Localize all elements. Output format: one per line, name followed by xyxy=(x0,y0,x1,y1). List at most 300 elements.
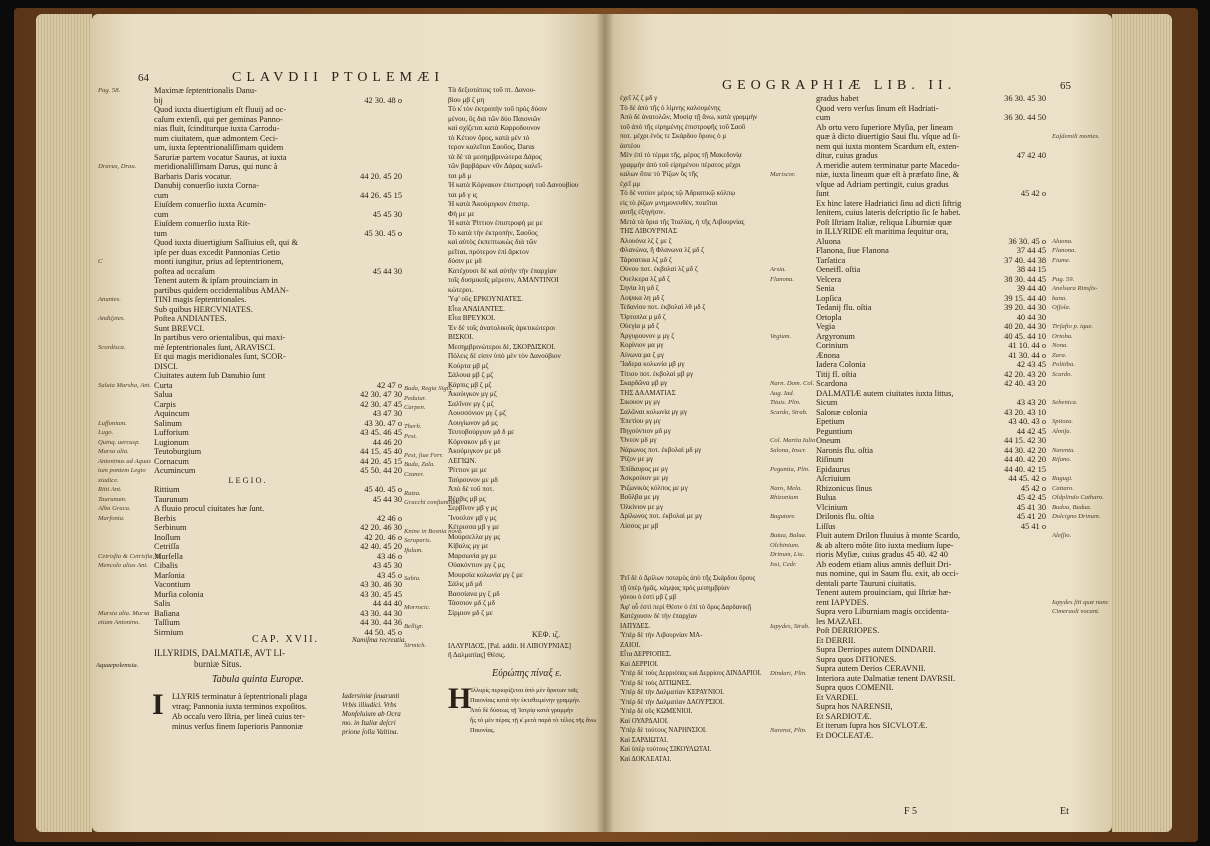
text-line xyxy=(620,284,770,294)
margin-note: Dolcigno Drinum. xyxy=(1052,513,1101,520)
margin-note xyxy=(770,294,814,304)
line-text: Oneum xyxy=(816,436,841,445)
line-text: TINI magis ſeptentrionales. xyxy=(154,295,247,304)
coordinates: 45 44 30 xyxy=(372,266,402,276)
text-line xyxy=(620,313,770,323)
line-text: κώτεροι. xyxy=(448,285,474,294)
line-text: Taſſium xyxy=(154,618,180,627)
text-line xyxy=(620,417,770,427)
coordinates xyxy=(986,579,1046,589)
line-text: nias fluit, ſcinditurque iuxta Carrodu- xyxy=(154,124,280,133)
margin-note xyxy=(98,181,150,191)
margin-note xyxy=(1052,142,1108,152)
line-text: um, iuxta ſeptentrionaliſſimam quidem xyxy=(154,143,284,152)
margin-note xyxy=(770,474,814,484)
text-line xyxy=(154,86,402,96)
margin-note xyxy=(98,248,150,258)
margin-note: Narensi, Plin. xyxy=(770,727,807,734)
text-line xyxy=(448,181,600,191)
coordinates xyxy=(986,674,1046,684)
text-line xyxy=(154,267,402,277)
line-text: Λουσσόνιον μγ ζ μζ xyxy=(448,409,506,417)
line-text: Σαλῖνον μγ ζ μζ xyxy=(448,399,494,408)
line-text: καὶ σχίζεται κατὰ Καρροδουνον xyxy=(448,124,541,132)
text-line xyxy=(448,286,600,296)
margin-note xyxy=(770,360,814,370)
text-line xyxy=(620,170,770,180)
margin-note: Butua, Bulua. xyxy=(770,532,807,539)
text-line xyxy=(448,276,600,286)
text-line xyxy=(816,332,1046,342)
coordinates: 45 42 o xyxy=(1020,483,1046,493)
coordinates: 42 30. 47 30 xyxy=(360,390,402,399)
margin-note xyxy=(98,305,150,315)
coordinates: 43 47 30 xyxy=(372,409,402,418)
greek-chapter-title xyxy=(448,642,600,660)
text-line xyxy=(816,588,1046,598)
line-text: Cetriſſa xyxy=(154,542,180,551)
coordinates: 44 15. 42 30 xyxy=(1004,436,1046,445)
margin-note xyxy=(1052,170,1108,180)
text-line xyxy=(620,370,770,380)
coordinates xyxy=(342,362,402,372)
greek-line: Ἰλλυρὶς περιορίζεται ἀπὸ μὲν ἄρκτων ταῖς xyxy=(470,687,578,694)
coordinates: 42 20. 43 20 xyxy=(1004,369,1046,379)
chapter-title xyxy=(154,648,402,670)
text-line xyxy=(620,493,770,503)
line-text: Supra hos NARENSII, xyxy=(816,702,893,711)
chapter-title-line: ILLYRIDIS, DALMATIÆ, AVT LI- xyxy=(154,648,286,658)
line-text: Rhizonicus ſinus xyxy=(816,483,873,493)
line-text: ται μδ μ xyxy=(448,171,472,180)
margin-note xyxy=(770,631,814,641)
text-line xyxy=(448,609,600,619)
coordinates xyxy=(342,238,402,248)
margin-note: Zara. xyxy=(1052,351,1067,359)
line-text: Οὐνου ποτ. ἐκβολαὶ λζ μδ ζ xyxy=(620,265,698,273)
line-text: Ῥίζον με μγ xyxy=(620,455,654,463)
line-text: les MAZAEI. xyxy=(816,616,863,626)
line-text: Κατέχουσι δὲ καὶ αὐτὴν τὴν ἐπαρχίαν xyxy=(448,266,557,275)
margin-note xyxy=(1052,522,1108,532)
text-line xyxy=(154,504,402,514)
line-text: Τὸ κ̓ τὸν ἐκτροπὴν τοῦ πρὸς δύσιν xyxy=(448,105,548,113)
text-line xyxy=(448,134,600,144)
text-line xyxy=(620,745,770,755)
coordinates xyxy=(342,476,402,486)
margin-note: Mencolo alias Ant. xyxy=(98,562,148,569)
coordinates: 43 40. 43 o xyxy=(1008,417,1046,426)
text-line xyxy=(448,514,600,524)
text-line xyxy=(620,332,770,342)
text-line xyxy=(154,238,402,248)
text-line xyxy=(816,275,1046,285)
line-text: Δρίλωνος ποτ. ἐκβολαὶ με μγ xyxy=(620,512,702,520)
margin-note xyxy=(770,180,814,190)
margin-note xyxy=(98,172,150,182)
coordinates xyxy=(986,170,1046,180)
coordinates: 44 40. 42 15 xyxy=(1004,464,1046,474)
margin-note: Czaner. xyxy=(404,470,424,478)
margin-note: Scordisca. xyxy=(98,343,126,351)
text-line xyxy=(816,341,1046,351)
text-line xyxy=(816,531,1046,541)
margin-note xyxy=(404,631,448,641)
coordinates: 43 30. 44 30 xyxy=(360,608,402,618)
margin-note xyxy=(98,324,150,334)
text-line xyxy=(154,609,402,619)
text-line xyxy=(620,408,770,418)
chapter-title-line: burniæ Situs. xyxy=(194,659,242,669)
coordinates: 43 30. 46 30 xyxy=(360,580,402,589)
line-text: ΖΑΙΟΙ. xyxy=(620,641,641,649)
text-line xyxy=(620,631,770,641)
margin-note: Buda, Regia Sigis. xyxy=(404,385,453,392)
margin-note xyxy=(98,153,150,163)
margin-note: Nona. xyxy=(1052,342,1068,349)
coordinates: 41 10. 44 o xyxy=(1008,341,1046,350)
coordinates xyxy=(986,712,1046,722)
text-line xyxy=(816,436,1046,446)
margin-note: Seruparis. xyxy=(404,537,432,544)
line-text: Ὄνεον μδ μγ xyxy=(620,436,657,444)
page-edges-right xyxy=(1112,14,1172,832)
text-line xyxy=(154,457,402,467)
margin-note: Spitoza. xyxy=(1052,418,1074,425)
coordinates xyxy=(986,104,1046,114)
line-text: Quod iuxta diuertigium Saſſiuius eſt, qui & xyxy=(154,238,298,247)
coordinates: 44 46 20 xyxy=(372,437,402,447)
line-text: Ῥεῖ δὲ ὁ Δρίλων ποταμὸς ἀπὸ τῆς Σκάρδου ὄρους xyxy=(620,575,756,582)
margin-note xyxy=(770,641,814,651)
coordinates xyxy=(986,664,1046,674)
drop-cap: I xyxy=(152,688,164,721)
text-line xyxy=(816,474,1046,484)
margin-note xyxy=(1052,379,1108,389)
margin-note: Pag. 58. xyxy=(98,87,121,94)
text-line xyxy=(816,360,1046,370)
coordinates: 42 47 o xyxy=(376,380,402,390)
text-line xyxy=(816,465,1046,475)
text-line xyxy=(620,446,770,456)
margin-note: Taurunum. xyxy=(98,495,127,503)
line-text: Καὶ ΣΑΡΔΙΩΤΑΙ. xyxy=(620,736,669,744)
margin-note: Riſano. xyxy=(1052,456,1072,463)
text-line xyxy=(816,256,1046,266)
margin-note xyxy=(98,229,150,239)
line-text: Salua xyxy=(154,390,173,399)
coordinates xyxy=(342,305,402,315)
line-text: Σαλῶναι κολωνία μγ μγ xyxy=(620,407,687,416)
line-text: Αἰνωνα μα ζ μγ xyxy=(620,350,664,359)
margin-note xyxy=(1052,161,1108,171)
line-text: cum xyxy=(816,113,831,122)
text-line xyxy=(816,541,1046,551)
text-line xyxy=(154,466,402,476)
margin-note xyxy=(770,161,814,171)
margin-note xyxy=(98,210,150,220)
text-line xyxy=(620,265,770,275)
margin-note xyxy=(98,523,150,533)
margin-note xyxy=(1052,208,1108,218)
line-text: Serbinum xyxy=(154,523,187,532)
coordinates: 43 20. 43 10 xyxy=(1004,407,1046,417)
line-text: Ἐν δὲ τοῖς ἀνατολικοῖς ἀρκτικώτεροι xyxy=(448,323,556,332)
line-text: Supra Derriopes autem DINDARII. xyxy=(816,645,936,654)
text-line xyxy=(816,246,1046,256)
margin-note: Morrocic. xyxy=(404,603,431,611)
line-text: Poſtea ANDIANTES. xyxy=(154,314,227,323)
margin-note xyxy=(98,371,150,381)
margin-note: Narn. Dom. Col. xyxy=(770,380,815,387)
right-greek-tail-notes xyxy=(770,574,814,736)
text-line xyxy=(448,229,600,239)
margin-note: Mariscor. xyxy=(770,171,796,178)
margin-note xyxy=(98,286,150,296)
line-text: Cornacum xyxy=(154,456,189,466)
margin-note xyxy=(404,441,448,451)
margin-note xyxy=(98,409,150,419)
line-text: Vacontium xyxy=(154,580,191,589)
text-line xyxy=(816,417,1046,427)
line-text: Ὑπὲρ δὲ τὴν Δαλματίαν ΚΕΡΑΥΝΙΟΙ. xyxy=(620,689,725,696)
line-text: Ῥιζωνικὸς κόλπος με μγ xyxy=(620,483,688,492)
text-line xyxy=(816,104,1046,114)
text-line xyxy=(620,303,770,313)
margin-note xyxy=(1052,151,1108,161)
chapter-line: LLYRIS terminatur à ſeptentrionali plaga xyxy=(172,692,308,701)
line-text: Ἐπίδαυρος με μγ xyxy=(620,464,668,473)
text-line xyxy=(620,593,770,603)
coordinates xyxy=(986,123,1046,133)
coordinates xyxy=(342,248,402,258)
text-line xyxy=(816,655,1046,665)
text-line xyxy=(448,267,600,277)
line-text: τερον καλεῖται Σαοῦος, Darus xyxy=(448,143,535,151)
line-text: Teutoburgium xyxy=(154,447,202,456)
margin-note: Col. Martia Iulia xyxy=(770,437,816,444)
line-text: A meridie autem terminatur parte Macedo- xyxy=(816,160,960,170)
margin-note xyxy=(1052,265,1108,275)
line-text: Inoſlum xyxy=(154,532,181,542)
text-line xyxy=(154,153,402,163)
line-text: Κατέχουσιν δὲ τὴν ἐπαρχίαν xyxy=(620,613,698,620)
margin-note: Pest, ſiue Ferr. xyxy=(404,451,444,459)
line-text: ΒΙΣΚΟΙ. xyxy=(448,333,474,341)
line-text: Φλανώνα, ἢ Φλανωνα λζ μδ ζ xyxy=(620,246,704,254)
margin-note xyxy=(770,341,814,351)
line-text: cum xyxy=(154,190,169,200)
coordinates: 39 20. 44 30 xyxy=(1004,303,1046,312)
margin-note xyxy=(404,584,448,594)
line-text: Κούρτα μβ μζ xyxy=(448,361,489,370)
line-text: Τὸ δὲ νοτίον μέρος τῷ Ἀδριατικῷ κόλπῳ xyxy=(620,189,736,197)
chapter-line: vtraq; Pannonia iuxta terminos expoſitos. xyxy=(172,702,307,711)
text-line xyxy=(154,523,402,533)
coordinates: 43 45 30 xyxy=(372,561,402,570)
margin-note xyxy=(404,555,448,565)
text-line xyxy=(154,571,402,581)
line-text: caſum extenſi, qui per geminas Panno- xyxy=(154,114,283,124)
margin-note: tum pontem Legio xyxy=(98,467,146,474)
line-text: ΛΕΓΙΩΝ. xyxy=(448,456,477,465)
line-text: Argyronum xyxy=(816,331,855,341)
line-text: Ὀλκίνιον με μγ xyxy=(620,502,664,511)
line-text: Ἡ κατὰ Κόρνακον ἐπιστροφὴ τοῦ Δανουβίου xyxy=(448,181,579,189)
text-line xyxy=(448,533,600,543)
coordinates xyxy=(342,124,402,134)
line-text: καλων ὅπιε τὸ Ῥίζων ὃς τῆς xyxy=(620,170,698,178)
text-line xyxy=(816,607,1046,617)
line-text: Aquincum xyxy=(154,409,190,418)
text-line xyxy=(448,561,600,571)
coordinates: 40 20. 44 30 xyxy=(1004,322,1046,331)
coordinates xyxy=(342,105,402,115)
side-note-line: Vrbis illiudici. Vrbs xyxy=(342,701,397,709)
text-line xyxy=(154,295,402,305)
text-line xyxy=(816,180,1046,190)
coordinates: 38 30. 44 45 xyxy=(1004,274,1046,284)
margin-note: Ratza. xyxy=(404,489,421,497)
text-line xyxy=(154,96,402,106)
text-line xyxy=(620,379,770,389)
text-line xyxy=(620,199,770,209)
margin-note: Salona, Inscr. xyxy=(770,446,807,454)
chapter-opening xyxy=(172,692,340,732)
coordinates: 44 40. 42 20 xyxy=(1004,455,1046,464)
text-line xyxy=(620,208,770,218)
margin-note: Saluia Marsha, Ant. xyxy=(98,381,151,389)
text-line xyxy=(620,389,770,399)
margin-note xyxy=(404,508,448,518)
coordinates: 44 15. 45 40 xyxy=(360,447,402,456)
line-text: αυτῆς ἐξηγήσιν. xyxy=(620,208,666,216)
line-text: Tenent autem prouinciam, qui Iſtriæ hæ- xyxy=(816,588,952,597)
text-line xyxy=(448,428,600,438)
line-text: in ILLYRIDE eſt maritima ſequitur ora, xyxy=(816,227,949,236)
line-text: Καὶ ὑπὲρ τούτους ΣΙΚΟΥΛΩΤΑΙ. xyxy=(620,746,712,753)
coordinates: 44 30. 44 36 xyxy=(360,618,402,627)
line-text: Ænona xyxy=(816,350,840,360)
text-line xyxy=(154,105,402,115)
coordinates xyxy=(986,227,1046,237)
margin-note xyxy=(770,427,814,437)
text-line xyxy=(816,636,1046,646)
margin-note: Andiζetes. xyxy=(98,315,126,322)
line-text: Ἀλουόνα λζ ζ με ζ xyxy=(620,236,672,245)
line-text: ΤΗΣ ΛΙΒΟΥΡΝΙΑΣ xyxy=(620,227,678,235)
text-line xyxy=(154,438,402,448)
text-line xyxy=(816,351,1046,361)
margin-note xyxy=(98,533,150,543)
margin-note xyxy=(98,352,150,362)
margin-note: Sirmich. xyxy=(404,641,427,649)
text-line xyxy=(154,181,402,191)
text-line xyxy=(448,466,600,476)
line-text: Et VARDEI. xyxy=(816,692,859,702)
text-line xyxy=(620,246,770,256)
margin-note xyxy=(1052,569,1108,579)
line-text: Riſinum xyxy=(816,455,844,464)
margin-note xyxy=(1052,113,1108,123)
text-line xyxy=(816,389,1046,399)
margin-note: Aluona. xyxy=(1052,237,1073,245)
line-text: Tarſatica xyxy=(816,255,846,265)
line-text: ται μδ γ ις xyxy=(448,190,478,199)
margin-note xyxy=(98,362,150,372)
coordinates xyxy=(986,721,1046,731)
coordinates: 45 45 30 xyxy=(372,209,402,219)
line-text: nus nomine, qui in Saum flu. exit, ab occi- xyxy=(816,569,959,578)
margin-note: Pest. xyxy=(404,432,418,440)
coordinates xyxy=(986,655,1046,665)
text-line xyxy=(448,390,600,400)
margin-note: Dindari, Plin. xyxy=(770,670,807,677)
text-line xyxy=(620,113,770,123)
margin-note xyxy=(98,400,150,410)
text-line xyxy=(620,256,770,266)
line-text: Μουρσία κολωνία μγ ζ με xyxy=(448,570,523,579)
line-text: Et SARDIOTÆ. xyxy=(816,711,872,721)
margin-note xyxy=(404,612,448,622)
line-text: Et qui magis meridionales ſunt, SCOR- xyxy=(154,352,286,361)
text-line xyxy=(620,123,770,133)
margin-note xyxy=(404,413,448,423)
margin-note xyxy=(98,115,150,125)
line-text: Velcera xyxy=(816,274,842,284)
coordinates xyxy=(342,295,402,305)
line-text: Καὶ ΟΥΑΡΔΑΙΟΙ. xyxy=(620,717,669,725)
margin-note xyxy=(1052,218,1108,228)
right-margin-notes xyxy=(1052,94,1108,617)
text-line xyxy=(816,484,1046,494)
line-text: bij xyxy=(154,95,163,105)
text-line xyxy=(620,755,770,765)
line-text: Acumincum xyxy=(154,466,196,475)
line-text: ἀστέου xyxy=(620,141,641,150)
line-text: Salinum xyxy=(154,418,182,428)
text-line xyxy=(816,674,1046,684)
text-line xyxy=(816,303,1046,313)
margin-note: Peduiur. xyxy=(404,394,427,402)
line-text: Murſia colonia xyxy=(154,589,204,599)
line-text: καὶ αὐτὸς ἐκπεπτωκὼς διὰ τῶν xyxy=(448,238,537,246)
line-text: Carpis xyxy=(154,399,176,409)
margin-note xyxy=(770,227,814,237)
margin-note xyxy=(98,191,150,201)
coordinates xyxy=(342,504,402,514)
line-text: Peguntium xyxy=(816,426,853,436)
line-text: Ἡ κατὰ Ἀκούμιγκον ἐπιστρ. xyxy=(448,200,530,208)
line-text: In partibus vero orientalibus, qui maxi- xyxy=(154,333,286,342)
text-line xyxy=(816,265,1046,275)
margin-note: Cattaro. xyxy=(1052,484,1074,492)
signature-mark: F 5 xyxy=(904,806,918,817)
line-text: Taurunum xyxy=(154,494,189,504)
margin-note xyxy=(770,679,814,689)
text-line xyxy=(448,485,600,495)
coordinates: 42 20. 46 30 xyxy=(360,523,402,532)
line-text: Sicum xyxy=(816,398,838,407)
text-line xyxy=(448,172,600,182)
coordinates: 45 41 o xyxy=(1020,521,1046,531)
margin-note xyxy=(770,370,814,380)
text-line xyxy=(154,476,402,486)
margin-note xyxy=(1052,465,1108,475)
text-line xyxy=(620,275,770,285)
line-text: Fluit autem Drilon fluuius à monte Scardo, xyxy=(816,531,960,540)
margin-note: Quinq. uercusp. xyxy=(98,438,141,446)
